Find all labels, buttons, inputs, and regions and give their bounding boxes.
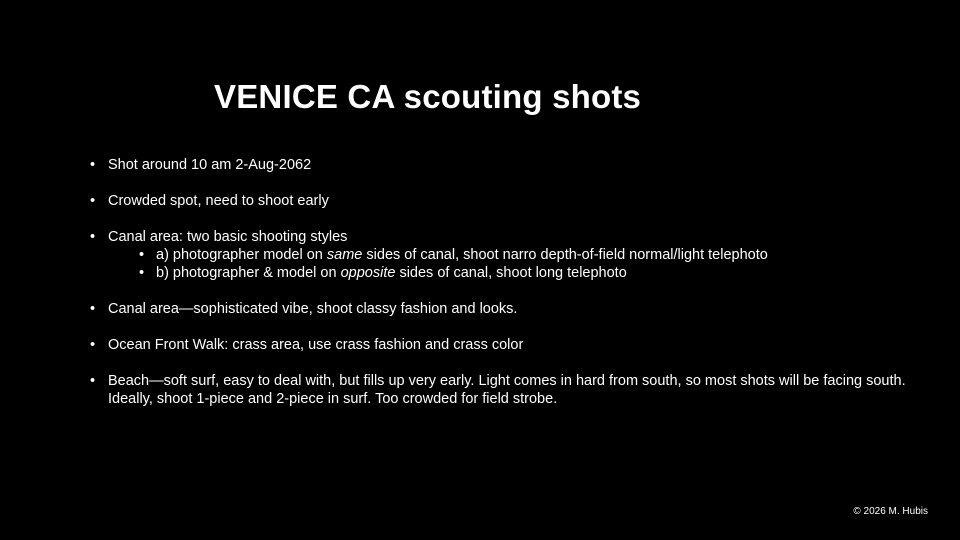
bullet-item	[90, 300, 920, 318]
bullet-icon: •	[90, 373, 96, 389]
bullet-text: Beach—soft surf, easy to deal with, but fills up very early. Light comes in hard from south, so most shots will be facing south. Ideally, shoot 1-piece and 2-piece in surf. Too crowded for field strobe.	[108, 373, 906, 407]
bullet-icon: •	[90, 157, 96, 173]
copyright-notice: © 2026 M. Hubis	[853, 506, 928, 517]
sub-bullet-text-after: sides of canal, shoot narro depth-of-field normal/light telephoto	[362, 247, 768, 263]
sub-bullet-text-after: sides of canal, shoot long telephoto	[395, 265, 627, 281]
sub-bullet-text-before: a) photographer model on	[156, 247, 327, 263]
bullet-icon: •	[90, 229, 96, 245]
bullet-item	[90, 192, 920, 210]
sub-bullet-emphasis: same	[326, 247, 363, 263]
bullet-text: Ocean Front Walk: crass area, use crass fashion and crass color	[108, 337, 524, 353]
sub-bullet-item	[90, 264, 920, 282]
bullet-item	[90, 372, 920, 408]
bullet-icon: •	[90, 337, 96, 353]
bullet-item	[90, 228, 920, 246]
sub-bullet-icon: •	[139, 247, 145, 263]
sub-bullet-icon: •	[139, 265, 145, 281]
bullet-item	[90, 336, 920, 354]
slide-title: VENICE CA scouting shots	[214, 78, 642, 115]
sub-bullet-item	[90, 246, 920, 264]
bullet-text: Canal area: two basic shooting styles	[108, 229, 348, 245]
sub-bullet-text-before: b) photographer & model on	[156, 265, 341, 281]
bullet-text: Crowded spot, need to shoot early	[108, 193, 329, 209]
bullet-list	[90, 156, 920, 408]
sub-bullet-emphasis: opposite	[340, 265, 396, 281]
bullet-text: Shot around 10 am 2-Aug-2062	[108, 157, 312, 173]
bullet-icon: •	[90, 193, 96, 209]
bullet-text: Canal area—sophisticated vibe, shoot classy fashion and looks.	[108, 301, 518, 317]
bullet-item	[90, 156, 920, 174]
bullet-icon: •	[90, 301, 96, 317]
